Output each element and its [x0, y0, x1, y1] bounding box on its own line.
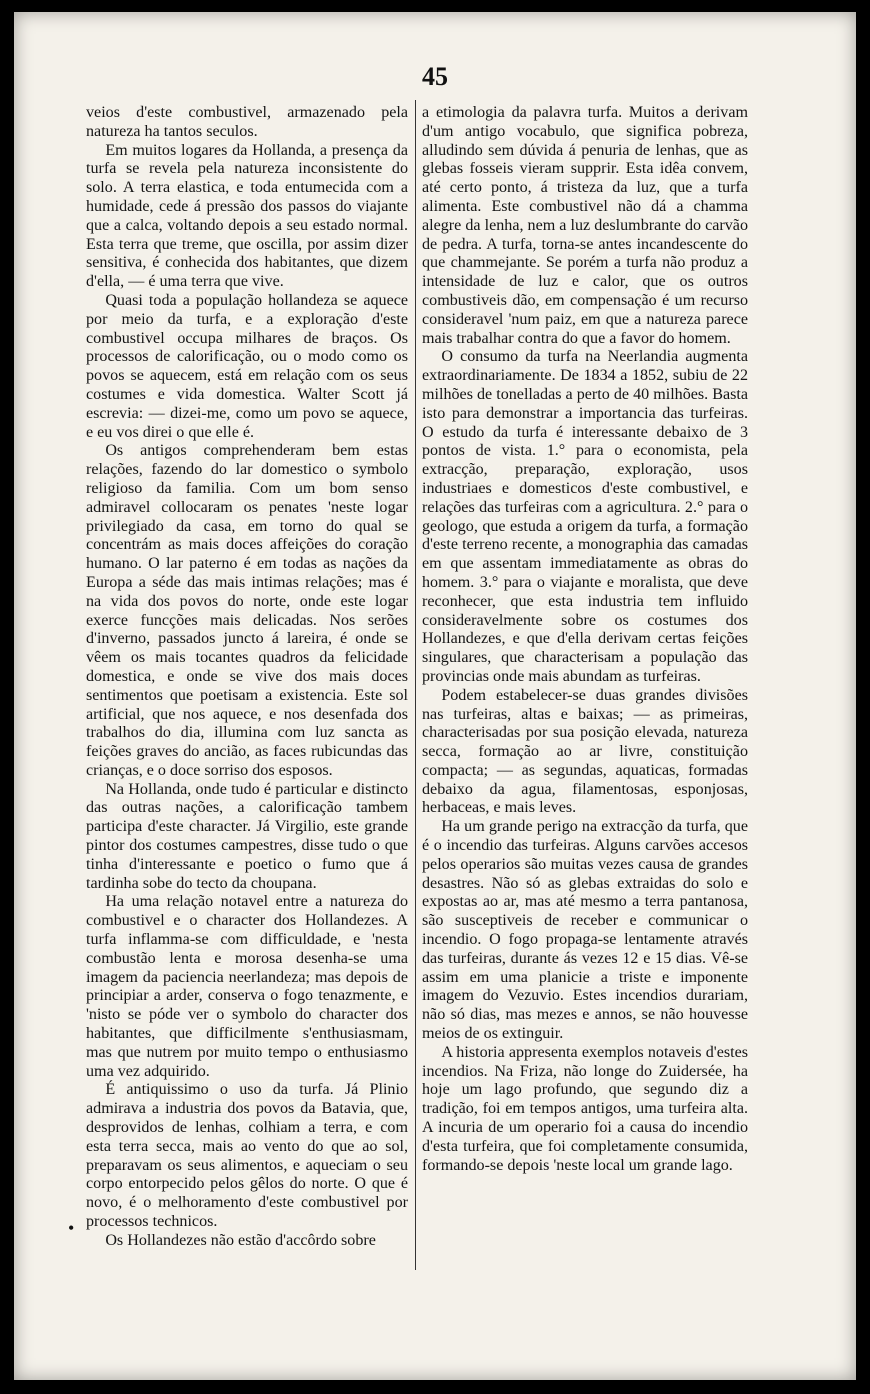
- page-number: 45: [422, 62, 448, 91]
- paragraph: Os Hollandezes não estão d'accôrdo sobre: [105, 1231, 376, 1249]
- paragraph: Na Hollanda, onde tudo é particular e distincto das outras nações, a calorificação tambem participa d'este character. Já Virgilio, este grande pintor dos costumes campestres, disse tudo o que tinha d'interessante e poetico o fumo que á tardinha sobe do tecto da choupana.: [86, 780, 408, 892]
- paragraph: O consumo da turfa na Neerlandia augmenta extraordinariamente. De 1834 a 1852, subiu de 22 milhões de tonelladas a perto de 40 milhões. Basta isto para demonstrar a importancia das turfeiras. O estudo da turfa é interessante debaixo de 3 pontos de vista. 1.° para o economista, pela extracção, preparação, exploração, usos industriaes e domesticos d'este combustivel, e relações das turfeiras com a agricultura. 2.° para o geologo, que estuda a origem da turfa, a formação d'este terreno recente, a monographia das camadas em que assentam immediatamente as obras do homem. 3.° para o viajante e moralista, que deve reconhecer, que esta industria tem influido consideravelmente sobre os costumes dos Hollandezes, e que d'ella derivam certas feições singulares, que characterisam a população das provincias onde mais abundam as turfeiras.: [422, 348, 748, 685]
- newspaper-page: [14, 12, 856, 1380]
- margin-mark: •: [68, 1218, 75, 1238]
- paragraph: É antiquissimo o uso da turfa. Já Plinio admirava a industria dos povos da Batavia, que, desprovidos de lenhas, colhiam a terra, e com esta terra secca, mais ao vento do que ao sol, preparavam os seus alimentos, e aqueciam o seu corpo entorpecido pelos gêlos do norte. O que é novo, é o melhoramento d'este combustivel por processos technicos.: [86, 1081, 408, 1231]
- paragraph: A historia appresenta exemplos notaveis d'estes incendios. Na Friza, não longe do Zuidersée, ha hoje um lago profundo, que segundo diz a tradição, foi em tempos antigos, uma turfeira alta. A incuria de um operario foi a causa do incendio d'esta turfeira, que foi completamente consumida, formando-se depois 'neste local um grande lago.: [422, 1043, 748, 1174]
- column-divider: [415, 100, 416, 1270]
- left-column: [86, 104, 408, 1251]
- paragraph: Podem estabelecer-se duas grandes divisões nas turfeiras, altas e baixas; — as primeiras, characterisadas por sua posição elevada, natureza secca, formação ao ar livre, constituição compacta; — as segundas, aquaticas, formadas debaixo da agua, filamentosas, esponjosas, herbaceas, e mais leves.: [422, 686, 748, 817]
- paragraph: a etimologia da palavra turfa. Muitos a derivam d'um antigo vocabulo, que significa pobreza, alludindo sem dúvida á penuria de lenhas, que as glebas fosseis vieram supprir. Esta idêa convem, até certo ponto, á tristeza da luz, que a turfa alimenta. Este combustivel não dá a chamma alegre da lenha, nem a luz deslumbrante do carvão de pedra. A turfa, torna-se antes incandescente do que chammejante. Se porém a turfa não produz a intensidade de luz e calor, que os outros combustiveis dão, em compensação é um recurso consideravel 'num paiz, em que a natureza parece mais trabalhar contra do que a favor do homem.: [422, 104, 748, 347]
- paragraph: Quasi toda a população hollandeza se aquece por meio da turfa, e a exploração d'este combustivel occupa milhares de braços. Os processos de calorificação, ou o modo como os povos se aquecem, está em relação com os seus costumes e vida domestica. Walter Scott já escrevia: — dizei-me, como um povo se aquece, e eu vos direi o que elle é.: [86, 291, 408, 441]
- right-column: [422, 104, 748, 1175]
- paragraph: Os antigos comprehenderam bem estas relações, fazendo do lar domestico o symbolo religioso da familia. Com um bom senso admiravel collocaram os penates 'neste logar privilegiado da casa, em torno do qual se concentrám as mais doces affeições do coração humano. O lar paterno é em todas as nações da Europa a séde das mais intimas relações; mas é na vida dos povos do norte, onde este logar exerce funcções mais delicadas. Nos serões d'inverno, passados juncto á lareira, é onde se vêem os mais tocantes quadros da felicidade domestica, e onde se vive dos mais doces sentimentos que poetisam a existencia. Este sol artificial, que nos aquece, e nos desenfada dos trabalhos do dia, illumina com luz sancta as feições graves do ancião, as faces rubicundas das crianças, e o doce sorriso dos esposos.: [86, 442, 408, 779]
- paragraph: veios d'este combustivel, armazenado pela natureza ha tantos seculos.: [86, 104, 408, 140]
- paragraph: Ha uma relação notavel entre a natureza do combustivel e o character dos Hollandezes. A turfa inflamma-se com difficuldade, e 'nesta combustão lenta e morosa desenha-se uma imagem da paciencia neerlandeza; mas depois de principiar a arder, conserva o fogo tenazmente, e 'nisto se póde ver o symbolo do character dos habitantes, que difficilmente s'enthusiasmam, mas que nutrem por muito tempo o enthusiasmo uma vez adquirido.: [86, 893, 408, 1080]
- paragraph: Ha um grande perigo na extracção da turfa, que é o incendio das turfeiras. Alguns carvões accesos pelos operarios são muitas vezes causa de grandes desastres. Não só as glebas extraidas do solo e expostas ao ar, mas até mesmo a terra pantanosa, são susceptiveis de receber e communicar o incendio. O fogo propaga-se lentamente através das turfeiras, durante ás vezes 12 e 15 dias. Vê-se assim em uma planicie a triste e imponente imagem do Vezuvio. Estes incendios durariam, não só dias, mas mezes e annos, se não houvesse meios de os extinguir.: [422, 818, 748, 1043]
- paragraph: Em muitos logares da Hollanda, a presença da turfa se revela pela natureza inconsistente do solo. A terra elastica, e toda entumecida com a humidade, cede á pressão dos passos do viajante que a calca, voltando depois a seu estado normal. Esta terra que treme, que oscilla, por assim dizer sensitiva, é conhecida dos habitantes, que dizem d'ella, — é uma terra que vive.: [86, 141, 408, 291]
